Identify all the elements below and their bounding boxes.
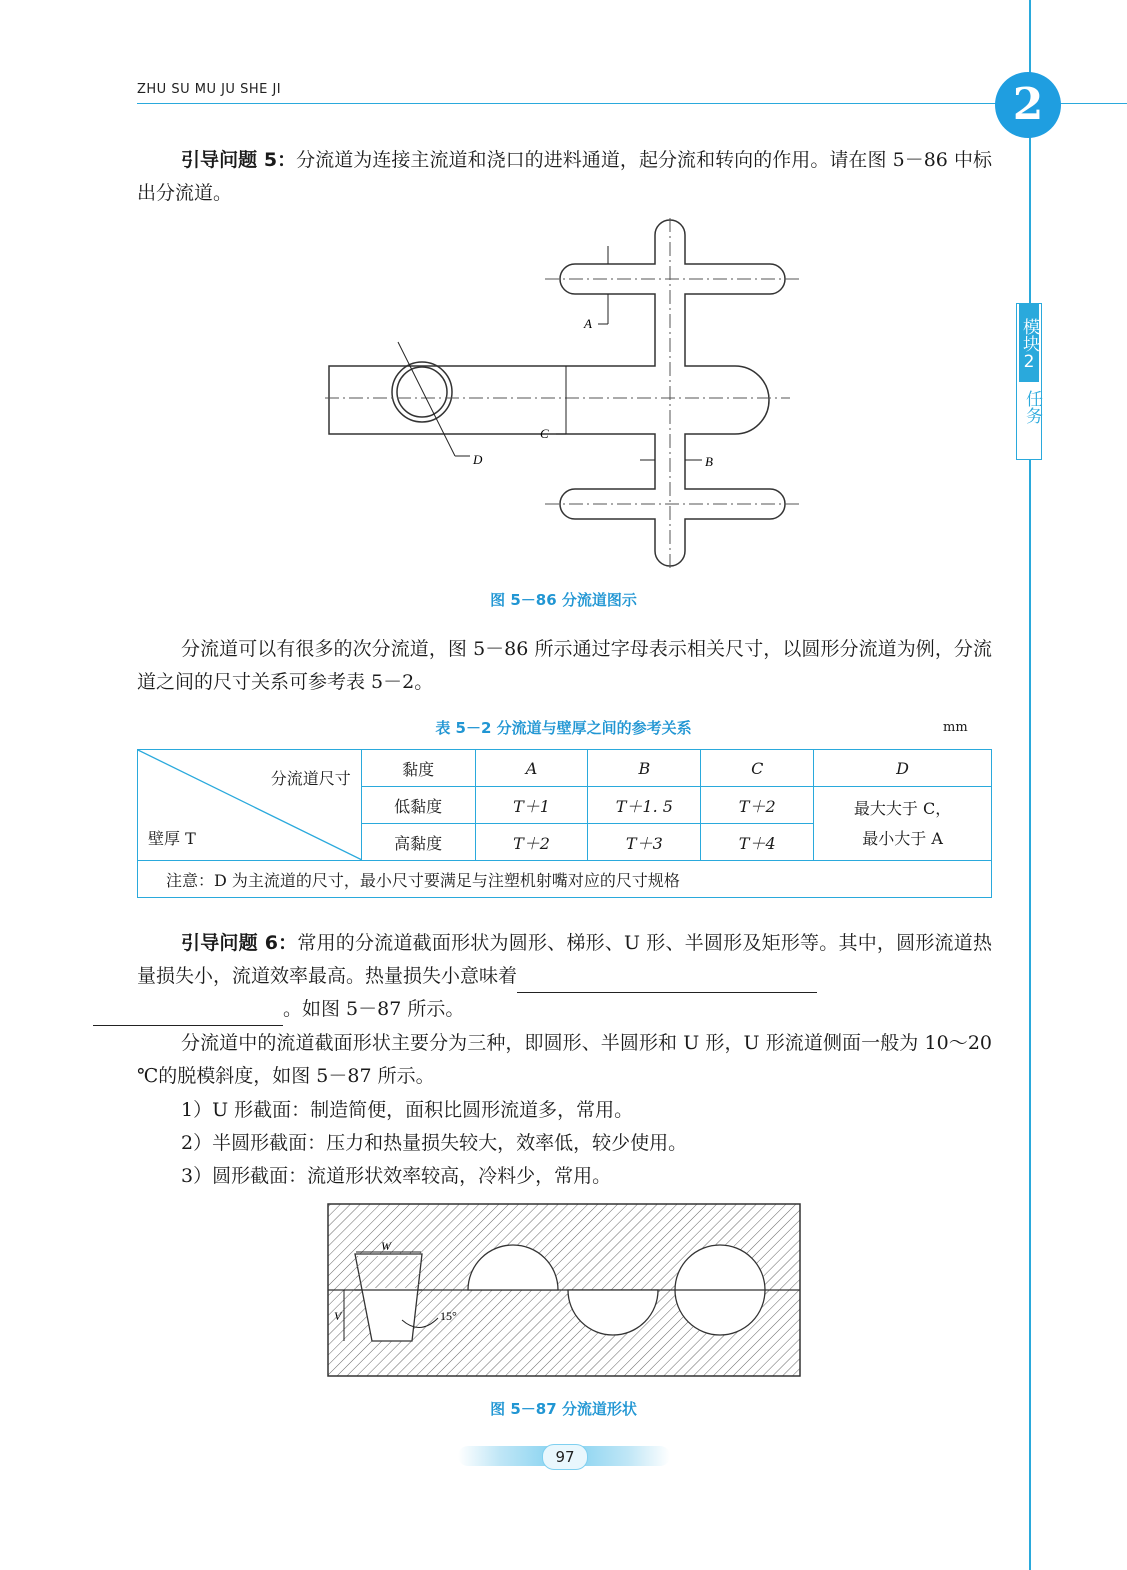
label-b: B bbox=[705, 454, 713, 469]
question-6 bbox=[137, 927, 992, 1026]
margin-rule bbox=[1029, 0, 1031, 1570]
chapter-badge: 2 bbox=[995, 72, 1061, 138]
cell-b: T＋3 bbox=[588, 824, 701, 861]
question-6-label: 引导问题 6： bbox=[181, 932, 298, 954]
cell-a: T＋1 bbox=[475, 787, 588, 824]
question-6-text: 常用的分流道截面形状为圆形、梯形、U 形、半圆形及矩形等。其中，圆形流道热量损失小，流道效率最高。热量损失小意味着 bbox=[137, 932, 992, 987]
label-angle: 15° bbox=[440, 1309, 457, 1323]
cell-c: T＋2 bbox=[701, 787, 814, 824]
header-rule bbox=[137, 103, 1127, 104]
cell-d bbox=[814, 787, 992, 861]
question-5 bbox=[137, 144, 992, 210]
side-tab bbox=[1016, 303, 1042, 460]
label-c: C bbox=[540, 426, 549, 441]
list-item: 2）半圆形截面：压力和热量损失较大，效率低，较少使用。 bbox=[181, 1132, 688, 1154]
label-v: V bbox=[334, 1309, 342, 1323]
header-b: B bbox=[588, 750, 701, 787]
answer-blank-2[interactable] bbox=[93, 1003, 283, 1026]
reference-table bbox=[137, 749, 992, 898]
table-unit: mm bbox=[943, 720, 968, 735]
page-number: 97 bbox=[542, 1444, 588, 1470]
figure-5-87 bbox=[326, 1202, 802, 1378]
diag-top-label: 分流道尺寸 bbox=[270, 769, 351, 788]
question-6-tail: 。如图 5－87 所示。 bbox=[283, 998, 465, 1020]
table-note-row bbox=[138, 861, 992, 898]
figure-5-86-caption: 图 5－86 分流道图示 bbox=[490, 591, 637, 609]
answer-blank-1[interactable] bbox=[517, 970, 817, 993]
cell-a: T＋2 bbox=[475, 824, 588, 861]
header-a: A bbox=[475, 750, 588, 787]
header-c: C bbox=[701, 750, 814, 787]
table-caption: 表 5－2 分流道与壁厚之间的参考关系 bbox=[435, 719, 692, 737]
figure-5-86 bbox=[320, 210, 800, 580]
label-w: W bbox=[381, 1239, 391, 1253]
cell-d-line2: 最小大于 A bbox=[862, 828, 943, 848]
side-tab-module: 模块2 bbox=[1019, 304, 1039, 382]
shape-list bbox=[181, 1094, 687, 1193]
header-d: D bbox=[814, 750, 992, 787]
table-header-row bbox=[138, 750, 992, 787]
sprue-circle bbox=[392, 362, 452, 422]
cell-b: T＋1. 5 bbox=[588, 787, 701, 824]
list-item: 3）圆形截面：流道形状效率较高，冷料少，常用。 bbox=[181, 1165, 612, 1187]
label-a: A bbox=[584, 316, 592, 331]
row-viscosity: 高黏度 bbox=[361, 824, 475, 861]
header-viscosity: 黏度 bbox=[361, 750, 475, 787]
paragraph-2: 分流道中的流道截面形状主要分为三种，即圆形、半圆形和 U 形，U 形流道侧面一般为 10～20 ℃的脱模斜度，如图 5－87 所示。 bbox=[137, 1032, 992, 1087]
row-viscosity: 低黏度 bbox=[361, 787, 475, 824]
table-note: 注意：D 为主流道的尺寸，最小尺寸要满足与注塑机射嘴对应的尺寸规格 bbox=[138, 861, 992, 898]
diag-bottom-label: 壁厚 T bbox=[148, 829, 196, 848]
figure-5-87-caption: 图 5－87 分流道形状 bbox=[490, 1400, 637, 1418]
list-item: 1）U 形截面：制造简便，面积比圆形流道多，常用。 bbox=[181, 1099, 634, 1121]
diagonal-header-cell bbox=[138, 750, 362, 861]
label-d: D bbox=[473, 452, 483, 467]
side-tab-task: 任务 bbox=[1022, 390, 1042, 424]
question-5-text: 分流道为连接主流道和浇口的进料通道，起分流和转向的作用。请在图 5－86 中标出分流道。 bbox=[137, 149, 992, 204]
cell-d-line1: 最大大于 C， bbox=[853, 798, 952, 818]
question-5-label: 引导问题 5： bbox=[181, 149, 297, 171]
running-title: ZHU SU MU JU SHE JI bbox=[137, 82, 282, 97]
cell-c: T＋4 bbox=[701, 824, 814, 861]
paragraph-1: 分流道可以有很多的次分流道，图 5－86 所示通过字母表示相关尺寸，以圆形分流道为例，分流道之间的尺寸关系可参考表 5－2。 bbox=[137, 638, 992, 693]
